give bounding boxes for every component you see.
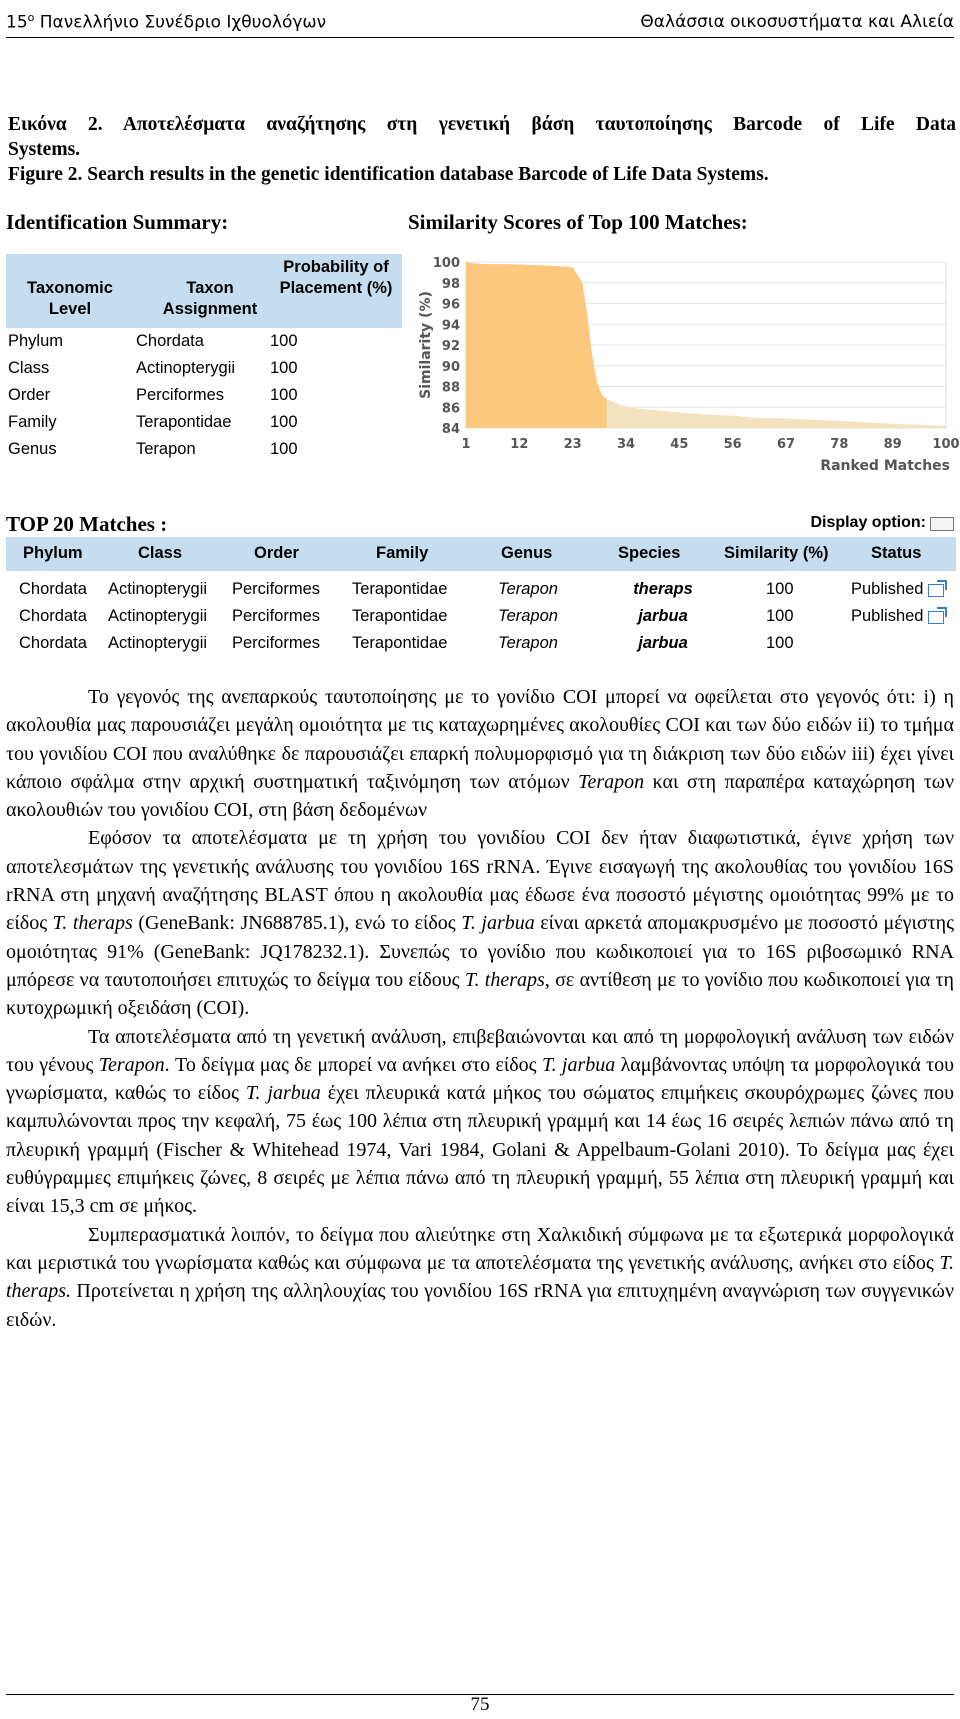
- genus-cell: [498, 634, 558, 653]
- status-cell-text: Published: [851, 580, 924, 598]
- y-tick-label: 84: [441, 422, 460, 437]
- identification-summary-table: [6, 254, 402, 463]
- running-header: [6, 6, 954, 38]
- similarity-cell: [766, 607, 794, 626]
- id-table-row: [6, 409, 402, 436]
- order-cell-text: Perciformes: [232, 580, 321, 598]
- class-cell: [108, 634, 207, 653]
- paragraph-3: Τα αποτελέσματα από τη γενετική ανάλυση, επιβεβαιώνονται και από τη μορφολογική ανάλυση των ειδών του γένους Terapon. Το δείγμα μας δε μπορεί να ανήκει στο είδος T. jarbua λαμβάνοντας υπόψη τα μορφολογικά του γνωρίσματα, καθώς το είδος T. jarbua έχει πλευρικά κατά μήκος του σώματος επιμήκεις σκουρόχρωμες ζώνες που καμπυλώνονται προς την κεφαλή, 75 έως 100 λέπια στη πλευρική γραμμή και 14 έως 16 σειρές λεπιών πάνω από τη πλευρική γραμμή (Fischer & Whitehead 1974, Vari 1984, Golani & Appelbaum-Golani 2010). Το δείγμα μας έχει ευθύγραμμες επιμήκεις ζώνες, 8 σειρές με λέπια πάνω από τη πλευρική γραμμή, 55 λέπια στη πλευρική γραμμή και είναι 15,3 cm σε μήκος.: [6, 1025, 955, 1218]
- phylum-cell-text: Chordata: [19, 607, 87, 625]
- family-cell-text: Terapontidae: [352, 607, 448, 625]
- x-tick-label: 67: [776, 437, 796, 452]
- external-link-icon[interactable]: [928, 584, 944, 597]
- taxon-cell: Terapon: [136, 440, 196, 458]
- class-cell: [108, 607, 207, 626]
- taxon-cell: Terapontidae: [136, 413, 232, 431]
- col-phylum: Phylum: [23, 544, 83, 562]
- col-species: Species: [618, 544, 681, 562]
- similarity-chart-title: Similarity Scores of Top 100 Matches:: [408, 210, 748, 234]
- caption-english: Figure 2. Search results in the genetic identification database Barcode of Life Data Systems.: [8, 164, 769, 185]
- species-cell-text: jarbua: [638, 634, 688, 652]
- col-taxonomic-level: Taxonomic Level: [27, 279, 113, 318]
- conference-title: $15^o$ Πανελλήνιο Συνέδριο Ιχθυολόγων: [6, 10, 327, 33]
- similarity-cell: [766, 580, 794, 599]
- phylum-cell: [19, 580, 87, 599]
- y-tick-label: 88: [441, 380, 460, 396]
- phylum-cell: [19, 634, 87, 653]
- caption-greek-line1: Εικόνα 2. Αποτελέσματα αναζήτησης στη γενετική βάση ταυτοποίησης Barcode of Life Data: [8, 114, 956, 135]
- bold-results-figure: [6, 210, 960, 652]
- phylum-cell: [19, 607, 87, 626]
- species-cell: [623, 580, 703, 599]
- taxon-cell: Chordata: [136, 332, 204, 350]
- col-taxon-assignment: Taxon Assignment: [162, 279, 258, 318]
- caption-greek-line2: Systems.: [8, 139, 81, 160]
- probability-cell: 100: [270, 359, 298, 377]
- order-cell-text: Perciformes: [232, 634, 321, 652]
- id-table-body: [6, 328, 402, 463]
- genus-cell: [498, 580, 558, 599]
- order-cell: [232, 634, 320, 653]
- y-tick-label: 98: [441, 276, 460, 292]
- x-tick-label: 23: [563, 437, 582, 452]
- body-text: [6, 683, 954, 1334]
- y-tick-label: 86: [441, 401, 460, 417]
- paragraph-1: Το γεγονός της ανεπαρκούς ταυτοποίησης με το γονίδιο COI μπορεί να οφείλεται στο γεγονός ότι: i) η ακολουθία μας παρουσιάζει μεγάλη ομοιότητα με τις καταχωρημένες ακολουθίες COI και των δύο ειδών ii) το τμήμα του γονιδίου COI που αναλύθηκε δε παρουσιάζει επαρκή πολυμορφισμό για τη διάκριση των δύο ειδών iii) έχει γίνει κάποιο σφάλμα στην αρχική συστηματική ταξινόμηση των ατόμων Terapon και στη παραπέρα καταχώρηση των ακολουθιών του γονιδίου COI, στη βάση δεδομένων: [6, 686, 955, 822]
- family-cell-text: Terapontidae: [352, 580, 448, 598]
- family-cell: [352, 634, 447, 653]
- id-table-row: [6, 328, 402, 355]
- genus-cell-text: Terapon: [498, 580, 558, 598]
- id-table-row: [6, 355, 402, 382]
- family-cell: [352, 607, 447, 626]
- col-order: Order: [254, 544, 299, 562]
- matches-table-header: [6, 537, 956, 571]
- x-tick-label: 78: [830, 437, 849, 452]
- species-cell-text: jarbua: [638, 607, 688, 625]
- matches-table-row: [6, 604, 956, 631]
- taxon-cell: Perciformes: [136, 386, 225, 404]
- id-table-row: [6, 436, 402, 463]
- genus-cell: [498, 607, 558, 626]
- probability-cell: 100: [270, 413, 298, 431]
- similarity-cell: [766, 634, 794, 653]
- y-tick-label: 90: [441, 359, 460, 375]
- display-option-label: Display option:: [810, 514, 926, 531]
- col-family: Family: [376, 544, 429, 562]
- display-option-icon[interactable]: [930, 517, 954, 531]
- y-tick-label: 94: [441, 318, 460, 334]
- class-cell-text: Actinopterygii: [108, 634, 208, 652]
- probability-cell: 100: [270, 332, 298, 350]
- probability-cell: 100: [270, 440, 298, 458]
- taxonomic-level-cell: Class: [8, 359, 50, 377]
- similarity-cell-text: 100: [766, 580, 794, 598]
- species-cell-text: theraps: [633, 580, 693, 598]
- x-tick-label: 12: [510, 437, 529, 452]
- y-tick-label: 96: [441, 297, 460, 313]
- order-cell: [232, 580, 320, 599]
- taxonomic-level-cell: Order: [8, 386, 51, 404]
- paragraph-2: Εφόσον τα αποτελέσματα με τη χρήση του γονιδίου COI δεν ήταν διαφωτιστικά, έγινε χρήση των αποτελεσμάτων της γενετικής ανάλυσης του γονιδίου 16S rRNA. Έγινε εισαγωγή της ακολουθίας του γονιδίου 16S rRNA στη μηχανή αναζήτησης BLAST όπου η ακολουθία μας έδωσε ένα ποσοστό μέγιστης ομοιότητας 99% με το είδος T. theraps (GeneBank: JN688785.1), ενώ το είδος T. jarbua είναι αρκετά απομακρυσμένο με ποσοστό μέγιστης ομοιότητας 91% (GeneBank: JQ178232.1). Συνεπώς το γονίδιο που κωδικοποιεί για το 16S ριβοσωμικό RNA μπόρεσε να ταυτοποιήσει επιτυχώς το δείγμα του είδους T. theraps, σε αντίθεση με το γονίδιο που κωδικοποιεί για τη κυτοχρωμική οξειδάση (COI).: [6, 827, 955, 1020]
- phylum-cell-text: Chordata: [19, 580, 87, 598]
- paragraph-4: Συμπερασματικά λοιπόν, το δείγμα που αλιεύτηκε στη Χαλκιδική σύμφωνα με τα εξωτερικά μορφολογικά και μεριστικά του γνωρίσματα καθώς και σύμφωνα με τα αποτελέσματα της γενετικής ανάλυσης, ανήκει στο είδος T. theraps. Προτείνεται η χρήση της αλληλουχίας του γονιδίου 16S rRNA για επιτυχημένη αναγνώριση των συγγενικών ειδών.: [6, 1223, 954, 1331]
- x-tick-label: 34: [616, 437, 636, 452]
- conference-theme: Θαλάσσια οικοσυστήματα και Αλιεία: [640, 11, 954, 32]
- y-tick-label: 92: [441, 339, 460, 354]
- col-class: Class: [138, 544, 183, 562]
- matches-table-row: [6, 631, 956, 658]
- class-cell: [108, 580, 207, 599]
- family-cell: [352, 580, 447, 599]
- similarity-cell-text: 100: [766, 607, 794, 625]
- id-table-header: [6, 254, 402, 328]
- taxonomic-level-cell: Phylum: [8, 332, 64, 350]
- order-cell: [232, 607, 320, 626]
- x-tick-label: 45: [670, 437, 689, 452]
- status-cell[interactable]: [851, 607, 944, 626]
- similarity-chart: [410, 250, 960, 482]
- status-cell-text: Published: [851, 607, 924, 625]
- top20-title: TOP 20 Matches :: [6, 512, 168, 536]
- genus-cell-text: Terapon: [498, 634, 558, 652]
- x-tick-label: 1: [461, 437, 471, 452]
- y-tick-label: 100: [432, 256, 460, 271]
- family-cell-text: Terapontidae: [352, 634, 448, 652]
- id-table-row: [6, 382, 402, 409]
- species-cell: [623, 634, 703, 653]
- status-cell[interactable]: [851, 580, 944, 599]
- genus-cell-text: Terapon: [498, 607, 558, 625]
- external-link-icon[interactable]: [928, 611, 944, 624]
- col-genus: Genus: [501, 544, 553, 562]
- y-axis-label: Similarity (%): [418, 291, 434, 399]
- probability-cell: 100: [270, 386, 298, 404]
- taxonomic-level-cell: Genus: [8, 440, 57, 458]
- identification-summary-title: Identification Summary:: [6, 210, 229, 234]
- taxonomic-level-cell: Family: [8, 413, 57, 431]
- similarity-cell-text: 100: [766, 634, 794, 652]
- class-cell-text: Actinopterygii: [108, 607, 208, 625]
- species-cell: [623, 607, 703, 626]
- x-tick-label: 89: [883, 437, 902, 452]
- page-number: 75: [470, 1694, 490, 1715]
- similarity-chart-svg: [410, 250, 960, 482]
- phylum-cell-text: Chordata: [19, 634, 87, 652]
- x-axis-label: Ranked Matches: [820, 458, 950, 474]
- col-probability: Probability of Placement (%): [279, 258, 393, 297]
- figure-caption: [8, 112, 956, 187]
- col-status: Status: [871, 544, 922, 562]
- class-cell-text: Actinopterygii: [108, 580, 208, 598]
- x-tick-label: 100: [932, 437, 960, 452]
- col-similarity: Similarity (%): [724, 544, 829, 562]
- x-tick-label: 56: [723, 437, 742, 452]
- order-cell-text: Perciformes: [232, 607, 321, 625]
- matches-table-row: [6, 577, 956, 604]
- taxon-cell: Actinopterygii: [136, 359, 236, 377]
